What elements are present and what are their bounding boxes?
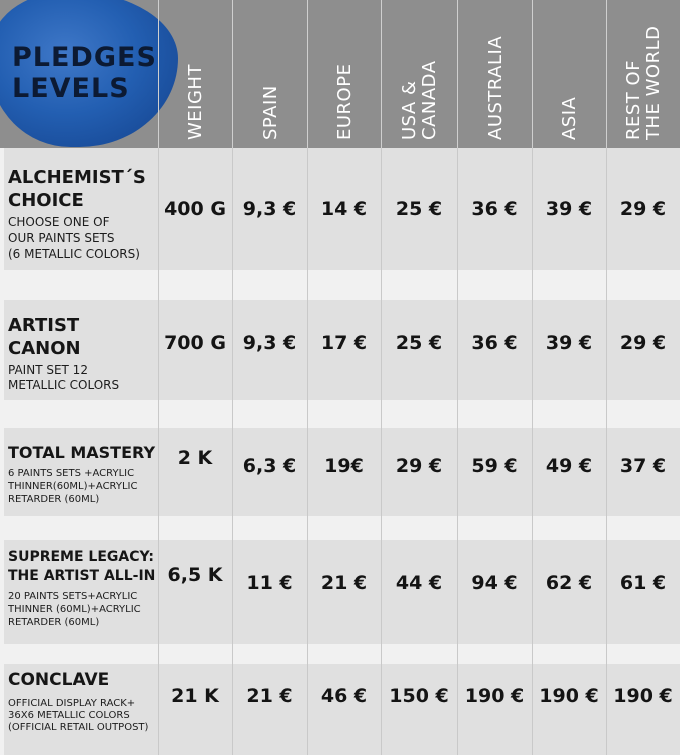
price-cell: 25 € bbox=[395, 332, 443, 354]
pledge-name: ALCHEMIST´S CHOICE bbox=[8, 167, 146, 211]
price-cell: 36 € bbox=[471, 332, 518, 354]
pledge-description: OFFICIAL DISPLAY RACK+ 36X6 METALLIC COLORS (OFFICIAL RETAIL OUTPOST) bbox=[8, 698, 149, 733]
pledge-description: CHOOSE ONE OF OUR PAINTS SETS (6 METALLIC COLORS) bbox=[8, 215, 140, 261]
weight-cell: 2 K bbox=[177, 447, 213, 469]
column-header bbox=[381, 0, 458, 148]
price-cell: 21 € bbox=[320, 572, 368, 594]
pledge-name: ARTIST CANON bbox=[8, 315, 81, 359]
column-header bbox=[158, 0, 233, 148]
pledge-description: 6 PAINTS SETS +ACRYLIC THINNER(60ML)+ACRYLIC RETARDER (60ML) bbox=[8, 468, 138, 505]
price-cell: 190 € bbox=[464, 685, 525, 707]
column-divider bbox=[158, 148, 159, 755]
price-cell: 94 € bbox=[471, 572, 518, 594]
price-cell: 59 € bbox=[471, 455, 518, 477]
pledge-name: TOTAL MASTERY bbox=[8, 443, 156, 462]
pledge-name: CONCLAVE bbox=[8, 670, 110, 690]
price-cell: 39 € bbox=[545, 198, 593, 220]
column-header-label: ASIA bbox=[559, 96, 580, 140]
column-divider bbox=[457, 148, 458, 755]
price-cell: 150 € bbox=[389, 685, 449, 707]
price-cell: 29 € bbox=[619, 332, 667, 354]
price-cell: 19€ bbox=[324, 455, 364, 477]
column-header-label: EUROPE bbox=[334, 63, 355, 140]
price-cell: 49 € bbox=[545, 455, 593, 477]
column-header bbox=[457, 0, 533, 148]
weight-cell: 400 G bbox=[164, 198, 226, 220]
pledge-description: 20 PAINTS SETS+ACRYLIC THINNER (60ML)+ACRYLIC RETARDER (60ML) bbox=[8, 591, 141, 628]
pledge-description: PAINT SET 12 METALLIC COLORS bbox=[8, 363, 120, 392]
column-divider bbox=[381, 148, 382, 755]
column-header bbox=[532, 0, 607, 148]
price-cell: 62 € bbox=[545, 572, 593, 594]
price-cell: 39 € bbox=[545, 332, 593, 354]
pledge-name: SUPREME LEGACY: THE ARTIST ALL-IN bbox=[8, 549, 156, 584]
price-cell: 21 € bbox=[246, 685, 293, 707]
price-cell: 36 € bbox=[471, 198, 518, 220]
price-cell: 17 € bbox=[320, 332, 368, 354]
price-cell: 29 € bbox=[395, 455, 443, 477]
column-divider bbox=[532, 148, 533, 755]
price-cell: 25 € bbox=[395, 198, 443, 220]
column-header-label: AUSTRALIA bbox=[484, 35, 506, 140]
price-cell: 14 € bbox=[320, 198, 368, 220]
price-cell: 6,3 € bbox=[242, 455, 297, 477]
column-header bbox=[606, 0, 680, 148]
column-header-label: REST OF THE WORLD bbox=[623, 25, 664, 140]
weight-cell: 700 G bbox=[164, 332, 226, 354]
price-cell: 190 € bbox=[613, 685, 673, 707]
price-cell: 29 € bbox=[619, 198, 667, 220]
price-cell: 37 € bbox=[619, 455, 667, 477]
price-cell: 9,3 € bbox=[242, 332, 297, 354]
column-header bbox=[232, 0, 308, 148]
price-cell: 11 € bbox=[246, 572, 293, 594]
column-header-label: WEIGHT bbox=[185, 64, 206, 140]
page-title: PLEDGES LEVELS bbox=[12, 42, 157, 104]
column-divider bbox=[606, 148, 607, 755]
column-header-label: SPAIN bbox=[259, 85, 281, 140]
price-cell: 61 € bbox=[619, 572, 667, 594]
column-divider bbox=[232, 148, 233, 755]
price-cell: 190 € bbox=[539, 685, 599, 707]
price-cell: 9,3 € bbox=[242, 198, 297, 220]
column-divider bbox=[307, 148, 308, 755]
column-header-label: USA & CANADA bbox=[399, 60, 440, 140]
price-cell: 44 € bbox=[395, 572, 443, 594]
column-header bbox=[307, 0, 382, 148]
weight-cell: 6,5 K bbox=[167, 564, 223, 586]
weight-cell: 21 K bbox=[171, 685, 219, 707]
price-cell: 46 € bbox=[320, 685, 368, 707]
